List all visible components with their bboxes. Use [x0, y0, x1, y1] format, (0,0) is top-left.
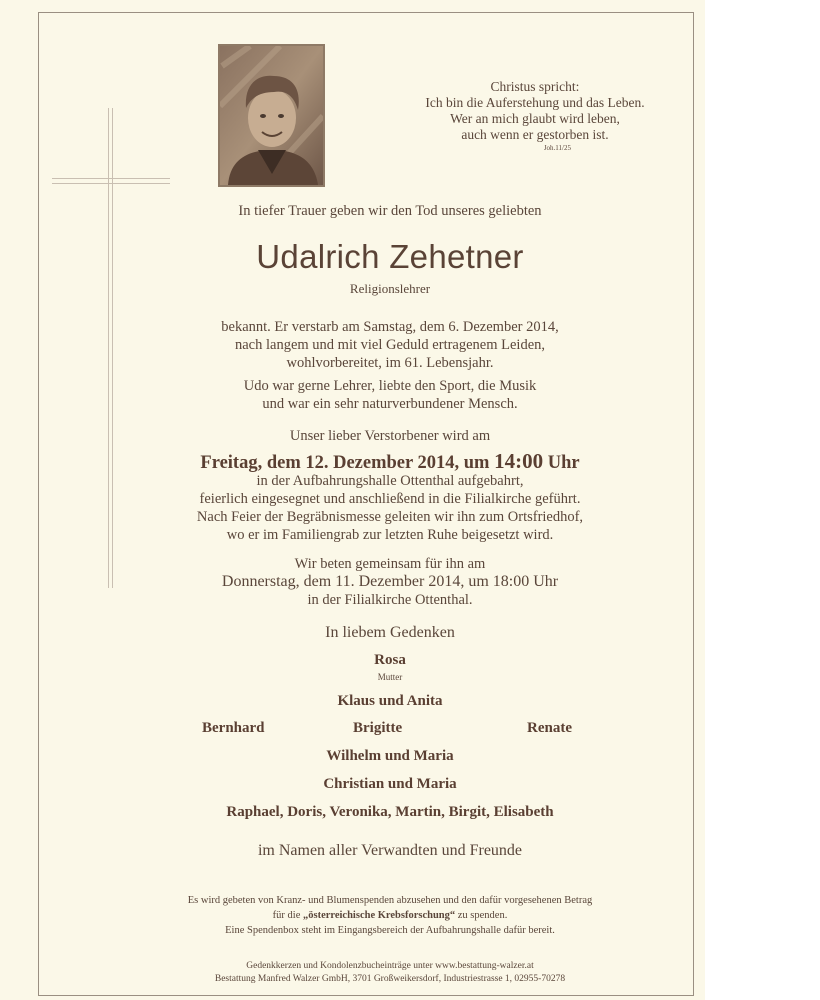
funeral-date-text: Freitag, dem 12. Dezember 2014, um [200, 453, 495, 473]
footer-line: Bestattung Manfred Walzer GmbH, 3701 Großweikersdorf, Industriestrasse 1, 02955-70278 [214, 974, 566, 984]
in-memory-heading: In liebem Gedenken [325, 624, 455, 641]
portrait-photo [218, 44, 325, 187]
cross-icon-beam [52, 178, 170, 179]
death-notice [40, 318, 740, 372]
text-line: Donnerstag, dem 11. Dezember 2014, um 18:00 Uhr [221, 573, 559, 590]
mourner-bernhard: Bernhard [202, 720, 265, 736]
text-line: in der Filialkirche Ottenthal. [307, 592, 473, 608]
quote-line: Christus spricht: [490, 79, 580, 94]
cross-icon-beam-2 [52, 183, 170, 184]
mourner-row: Christian und Maria [323, 776, 457, 792]
funeral-time: 14:00 [494, 449, 544, 473]
text-span: für die [272, 910, 303, 921]
mourner-row: Raphael, Doris, Veronika, Martin, Birgit, Elisabeth [226, 804, 554, 820]
tribute-text [40, 377, 740, 413]
text-line: Es wird gebeten von Kranz- und Blumenspenden abzusehen und den dafür vorgesehenen Betrag [187, 895, 593, 906]
text-line: Wir beten gemeinsam für ihn am [294, 556, 486, 572]
funeral-intro: Unser lieber Verstorbener wird am [289, 428, 491, 444]
text-line: bekannt. Er verstarb am Samstag, dem 6. Dezember 2014, [221, 319, 559, 335]
text-line [40, 908, 740, 923]
text-line: in der Aufbahrungshalle Ottenthal aufgebahrt, [256, 473, 524, 489]
bible-quote [360, 79, 710, 153]
donation-notice [40, 893, 740, 938]
footer-line: Gedenkkerzen und Kondolenzbucheinträge unter www.bestattung-walzer.at [246, 961, 534, 971]
mourner-renate: Renate [527, 720, 572, 736]
text-line: Nach Feier der Begräbnismesse geleiten wir ihn zum Ortsfriedhof, [196, 509, 584, 525]
quote-line: Ich bin die Auferstehung und das Leben. [425, 95, 645, 110]
mourner-relation: Mutter [377, 672, 403, 682]
text-line: feierlich eingesegnet und anschließend in die Filialkirche geführt. [199, 491, 581, 507]
text-line: nach langem und mit viel Geduld ertragenem Leiden, [234, 337, 546, 353]
footer [40, 960, 740, 986]
closing-text: im Namen aller Verwandten und Freunde [257, 842, 523, 859]
deceased-name: Udalrich Zehetner [256, 238, 524, 275]
charity-name: „österreichische Krebsforschung“ [302, 910, 456, 921]
quote-reference: Joh.11/25 [543, 144, 571, 152]
funeral-time-suffix: Uhr [543, 453, 580, 473]
funeral-date [40, 449, 740, 474]
mourner-row: Klaus und Anita [337, 693, 443, 709]
prayer-notice [40, 555, 740, 609]
quote-line: auch wenn er gestorben ist. [461, 127, 609, 142]
portrait-image [220, 46, 323, 185]
quote-line: Wer an mich glaubt wird leben, [450, 111, 620, 126]
deceased-profession: Religionslehrer [349, 281, 431, 296]
text-line: wohlvorbereitet, im 61. Lebensjahr. [286, 355, 494, 371]
funeral-details [40, 472, 740, 544]
mourner-mother: Rosa [374, 652, 406, 668]
text-line: und war ein sehr naturverbundener Mensch. [262, 396, 518, 412]
mourner-row: Wilhelm und Maria [326, 748, 454, 764]
intro-text: In tiefer Trauer geben wir den Tod unseres geliebten [238, 203, 542, 219]
text-line: wo er im Familiengrab zur letzten Ruhe beigesetzt wird. [226, 527, 554, 543]
mourner-brigitte: Brigitte [353, 720, 403, 736]
text-line: Udo war gerne Lehrer, liebte den Sport, die Musik [243, 378, 537, 394]
text-span: zu spenden. [455, 910, 508, 921]
text-line: Eine Spendenbox steht im Eingangsbereich der Aufbahrungshalle dafür bereit. [225, 925, 555, 936]
